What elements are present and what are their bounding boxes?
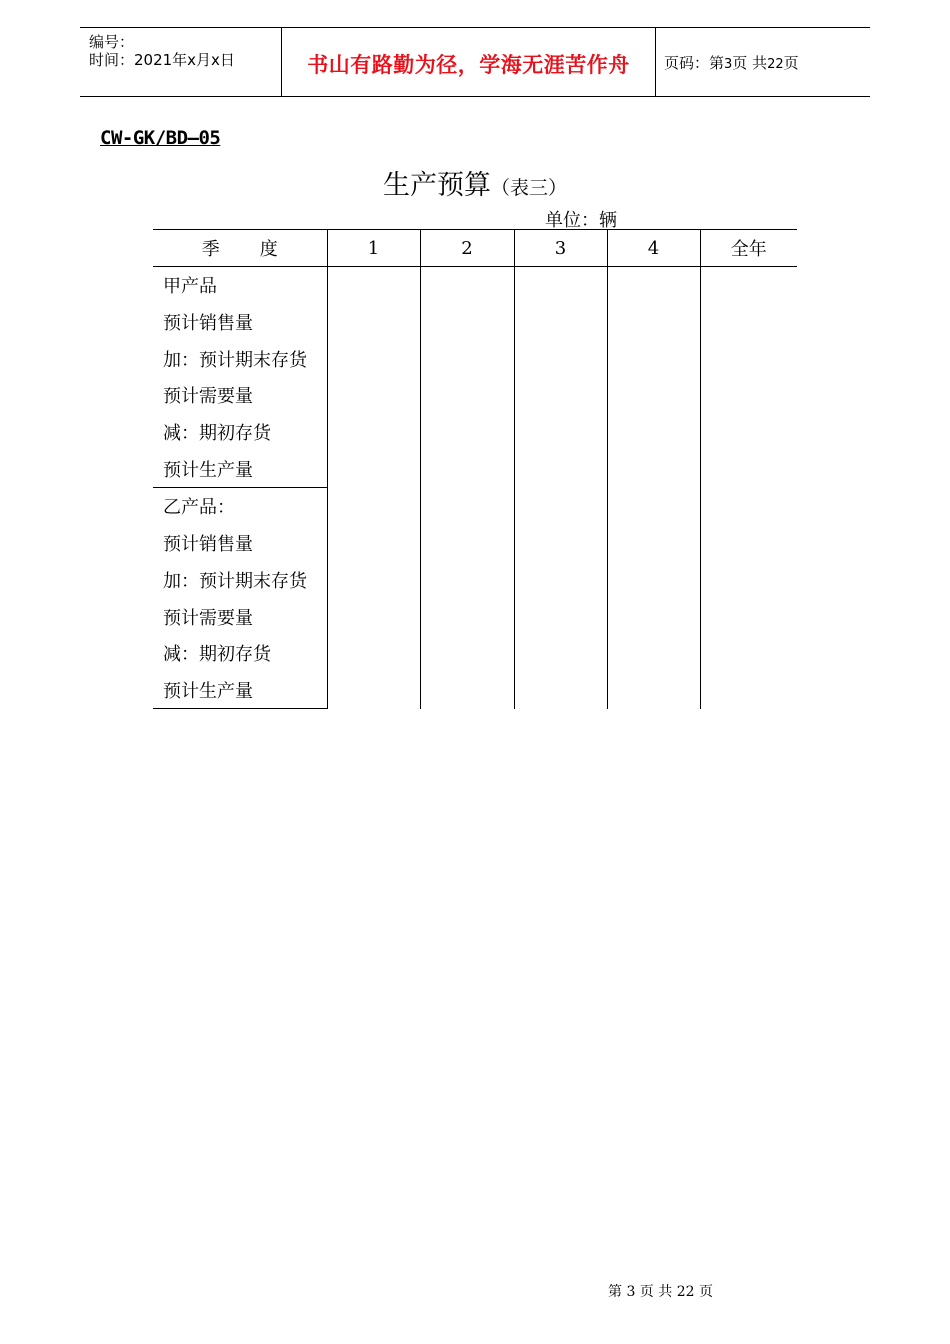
cell-b-q4 (607, 488, 700, 709)
row-label: 乙产品： (163, 497, 235, 519)
page-title (0, 163, 950, 202)
document-code: CW-GK/BD—05 (100, 127, 221, 149)
header-q1: 1 (327, 230, 420, 267)
production-budget-table (153, 229, 797, 709)
title-sub: （表三） (490, 177, 567, 199)
row-label: 减：期初存货 (163, 644, 271, 666)
number-label: 编号： (89, 33, 135, 51)
row-label: 加：预计期末存货 (163, 570, 307, 592)
row-label: 预计生产量 (153, 450, 327, 487)
page-mid: 页 共 (732, 54, 768, 72)
table-row (153, 267, 797, 304)
time-label: 时间：2021年x月x日 (89, 51, 235, 69)
cell-b-year (700, 488, 797, 709)
header-season-a: 季 (201, 239, 220, 260)
header-motto-cell (281, 28, 656, 96)
table-header-row (153, 230, 797, 267)
motto: 书山有路勤为径，学海无涯苦作舟 (307, 53, 630, 77)
header-year: 全年 (700, 230, 797, 267)
cell-a-q3 (514, 267, 607, 488)
header-page-cell (655, 28, 870, 96)
row-label: 预计销售量 (163, 313, 253, 335)
table-row (153, 488, 797, 525)
row-label: 预计销售量 (163, 534, 253, 556)
cell-b-q1 (327, 488, 420, 709)
unit-label: 单位：辆 (545, 210, 617, 231)
page-total: 22 (767, 57, 784, 72)
header-season (153, 230, 327, 267)
title-main: 生产预算 (382, 170, 491, 201)
cell-a-q2 (420, 267, 514, 488)
page-info (664, 52, 799, 73)
row-label: 预计需要量 (163, 607, 253, 629)
header-meta (80, 28, 281, 96)
row-label: 预计需要量 (163, 386, 253, 408)
row-label: 预计生产量 (153, 672, 327, 709)
page-current: 3 (724, 57, 733, 72)
cell-a-q4 (607, 267, 700, 488)
page-header (80, 27, 870, 97)
cell-a-q1 (327, 267, 420, 488)
page-prefix: 页码：第 (664, 54, 725, 72)
row-label: 减：期初存货 (163, 423, 271, 445)
row-label: 甲产品 (163, 276, 217, 298)
header-q2: 2 (420, 230, 514, 267)
row-label: 加：预计期末存货 (163, 349, 307, 371)
cell-b-q3 (514, 488, 607, 709)
header-season-b: 度 (259, 239, 278, 260)
page-suffix: 页 (783, 54, 799, 72)
page-footer: 第 3 页 共 22 页 (608, 1284, 713, 1300)
header-q4: 4 (607, 230, 700, 267)
header-q3: 3 (514, 230, 607, 267)
cell-b-q2 (420, 488, 514, 709)
cell-a-year (700, 267, 797, 488)
